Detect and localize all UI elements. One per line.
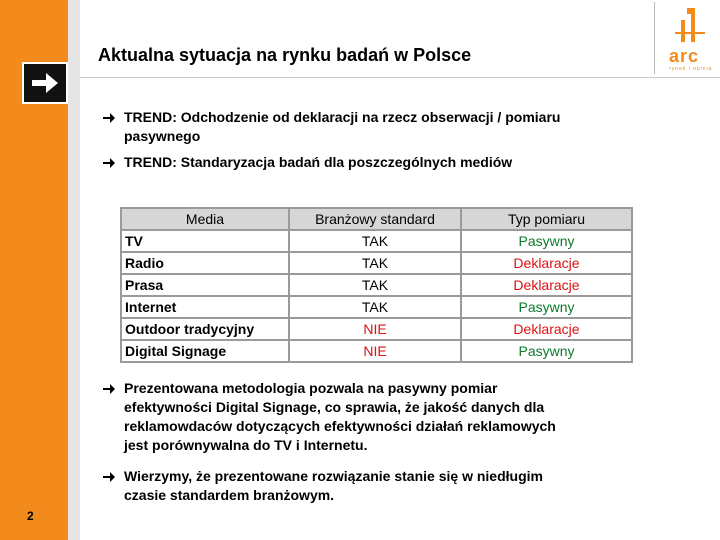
cell-standard: TAK: [290, 253, 460, 273]
arrow-right-icon: [22, 62, 68, 104]
page-number: 2: [27, 509, 34, 523]
conclusion-text-2: Wierzymy, że prezentowane rozwiązanie stanie się w niedługim czasie standardem branżowym.: [124, 468, 543, 503]
table-row: [122, 341, 631, 361]
header-media: Media: [122, 209, 288, 229]
cell-standard: NIE: [290, 319, 460, 339]
cell-typ: Deklaracje: [462, 275, 631, 295]
trend-text-1: TREND: Odchodzenie od deklaracji na rzecz obserwacji / pomiaru pasywnego: [124, 109, 561, 144]
side-gray-strip: [68, 0, 80, 540]
cell-standard: TAK: [290, 231, 460, 251]
arrow-bullet-icon: [102, 157, 116, 169]
header-typ: Typ pomiaru: [462, 209, 631, 229]
header-standard: Branżowy standard: [290, 209, 460, 229]
title-divider: [80, 77, 720, 78]
logo-subtext: rynek i opinia: [669, 66, 713, 72]
cell-typ: Deklaracje: [462, 253, 631, 273]
company-logo: [654, 2, 720, 74]
logo-text: arc: [669, 46, 700, 66]
cell-standard: TAK: [290, 275, 460, 295]
cell-typ: Pasywny: [462, 297, 631, 317]
cell-standard: TAK: [290, 297, 460, 317]
cell-media: Internet: [122, 297, 288, 317]
cell-media: TV: [122, 231, 288, 251]
table-header-row: [122, 209, 631, 229]
media-table: [120, 207, 633, 363]
cell-media: Prasa: [122, 275, 288, 295]
table-row: [122, 253, 631, 273]
cell-typ: Deklaracje: [462, 319, 631, 339]
table-row: [122, 319, 631, 339]
table-row: [122, 275, 631, 295]
arrow-bullet-icon: [102, 471, 116, 483]
cell-media: Radio: [122, 253, 288, 273]
table-row: [122, 297, 631, 317]
cell-standard: NIE: [290, 341, 460, 361]
trend-text-2: TREND: Standaryzacja badań dla poszczególnych mediów: [124, 154, 513, 170]
arrow-bullet-icon: [102, 383, 116, 395]
cell-media: Digital Signage: [122, 341, 288, 361]
cell-typ: Pasywny: [462, 341, 631, 361]
cell-typ: Pasywny: [462, 231, 631, 251]
table-row: [122, 231, 631, 251]
slide-title: Aktualna sytuacja na rynku badań w Polsce: [98, 45, 472, 65]
arrow-bullet-icon: [102, 112, 116, 124]
cell-media: Outdoor tradycyjny: [122, 319, 288, 339]
conclusion-text-1: Prezentowana metodologia pozwala na pasywny pomiar efektywności Digital Signage, co sprawia, że jakość danych dla reklamowdaców dotyczących efektywności działań reklamowych jest porównywalna do TV i Internetu.: [124, 380, 556, 453]
